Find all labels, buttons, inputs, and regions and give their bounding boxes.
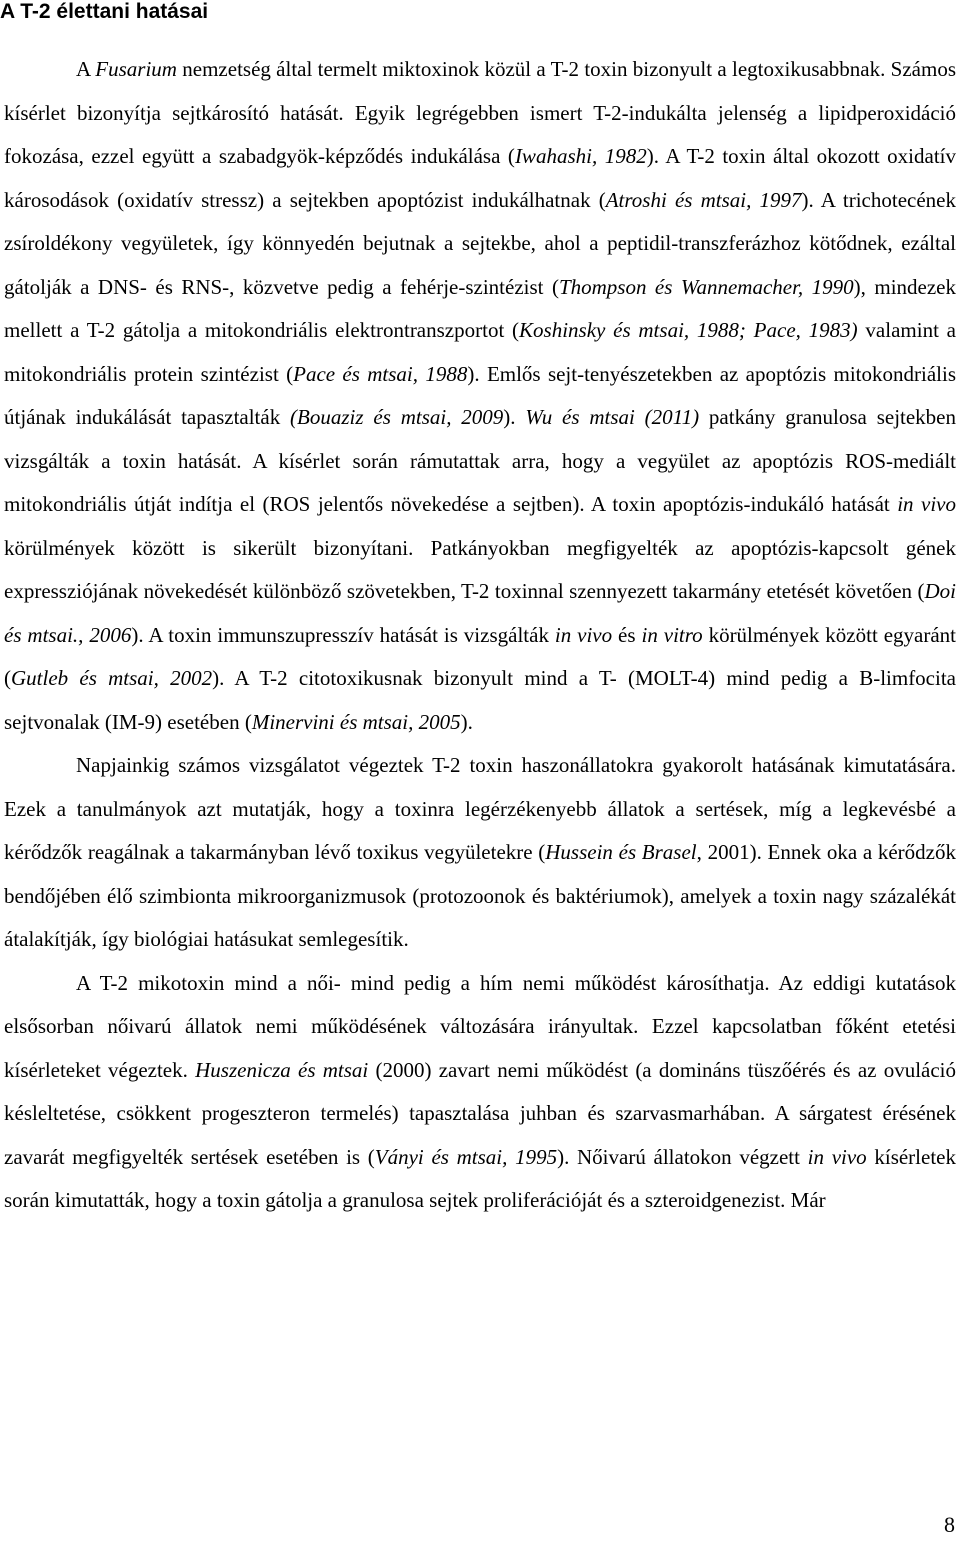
text-run: nemzetség által termelt miktoxinok közül a T-2 toxin bizonyult a legtoxikusabbnak. Számos kísérlet bizonyítja sejtkárosító hatását. Egyik legrégebben ismert T-2-indukálta jelenség a lipidperoxidáció fokozása, ezzel együtt a szabadgyök-képződés indukálása ( [4,57,956,168]
italic-citation: Fusarium [95,57,177,81]
text-run: ). A T-2 toxin által okozott oxidatív károsodások (oxidatív stressz) a sejtekben apoptózist indukálhatnak ( [4,144,957,212]
italic-citation: Hussein és Brasel [545,840,697,864]
italic-citation: in vivo [807,1144,867,1169]
text-run: ). Emlős sejt-tenyészetekben az apoptózis mitokondriális útjának indukálását tapasztalták [4,361,956,429]
italic-citation: Thompson és Wannemacher, 1990 [558,274,854,299]
italic-citation: in vivo [897,492,957,516]
text-run: ). Nőivarú állatokon végzett [557,1144,808,1169]
paragraph-1 [4,48,956,744]
text-run: A T-2 mikotoxin mind a női- mind pedig a hím nemi működést károsíthatja. Az eddigi kutatások elsősorban nőivarú állatok nemi működésének változására irányultak. Ezzel kapcsolatban főként etetési kísérleteket végeztek. [4,970,956,1082]
italic-citation: Iwahashi, 1982 [514,144,647,168]
italic-citation: Doi és mtsai., 2006 [4,579,956,647]
text-run: kísérletek során kimutatták, hogy a toxin gátolja a granulosa sejtek proliferációját és a szteroidgenezist. Már [4,1144,956,1212]
text-run: ). A toxin immunszupresszív hatását is vizsgálták [131,622,555,647]
text-run: körülmények között is sikerült bizonyítani. Patkányokban megfigyelték az apoptózis-kapcsolt gének expressziójának növekedését különböző szövetekben, T-2 toxinnal szennyezett takarmány etetését követően ( [4,535,956,603]
body-text [4,48,956,1223]
italic-citation: Minervini és mtsai, 2005 [251,709,461,734]
text-run: ), mindezek mellett a T-2 gátolja a mitokondriális elektrontranszportot ( [4,274,956,342]
text-run: , 2001). Ennek oka a kérődzők bendőjében élő szimbionta mikroorganizmusok (protozoonok és baktériumok), amelyek a toxin nagy százalékát átalakítják, így biológiai hatásukat semlegesítik. [4,840,956,951]
paragraph-3 [4,962,956,1223]
italic-citation: Atroshi és mtsai, 1997 [605,187,802,212]
italic-citation: (Bouaziz és mtsai, 2009 [290,405,504,429]
paragraph-2 [4,744,956,962]
text-run: ). A trichotecének zsíroldékony vegyületek, így könnyedén bejutnak a sejtekbe, ahol a peptidil-transzferázhoz kötődnek, ezáltal gátolják a DNS- és RNS-, közvetve pedig a fehérje-szintézist ( [4,187,956,299]
text-run: ). A T-2 citotoxikusnak bizonyult mind a T- (MOLT-4) mind pedig a B-limfocita sejtvonalak (IM-9) esetében ( [4,666,956,734]
text-run: valamint a mitokondriális protein szintézist ( [4,318,956,386]
italic-citation: Pace és mtsai, 1988 [293,361,468,386]
text-run: körülmények között egyaránt ( [4,622,957,690]
italic-citation: Ványi és mtsai, 1995 [374,1144,558,1169]
text-run: ). [503,405,526,429]
text-run: ). [460,709,473,734]
text-run: és [612,622,642,647]
italic-citation: in vivo [554,622,613,647]
italic-citation: Huszenicza és mtsai [195,1057,369,1082]
text-run: patkány granulosa sejtekben vizsgálták a toxin hatását. A kísérlet során rámutattak arra, hogy a vegyület az apoptózis ROS-mediált mitokondriális útját indítja el (ROS jelentős növekedése a sejtben). A toxin apoptózis-indukáló hatását [4,405,957,516]
italic-citation: Wu és mtsai (2011) [525,405,700,429]
italic-citation: in vitro [641,622,703,647]
page-number: 8 [944,1512,955,1537]
text-run: A [76,57,96,81]
text-run: (2000) zavart nemi működést (a domináns tüszőérés és az ovuláció késleltetése, csökkent progeszteron termelés) tapasztalása juhban és szarvasmarhában. A sárgatest érésének zavarát megfigyelték sertések esetében is ( [4,1057,957,1169]
italic-citation: Koshinsky és mtsai, 1988; Pace, 1983) [519,318,858,342]
text-run: Napjainkig számos vizsgálatot végeztek T-2 toxin haszonállatokra gyakorolt hatásának kimutatására. Ezek a tanulmányok azt mutatják, hogy a toxinra legérzékenyebb állatok a sertések, míg a legkevésbé a kérődzők reagálnak a takarmányban lévő toxikus vegyületekre ( [4,753,956,864]
section-heading: A T-2 élettani hatásai [0,0,209,23]
italic-citation: Gutleb és mtsai, 2002 [11,666,213,690]
